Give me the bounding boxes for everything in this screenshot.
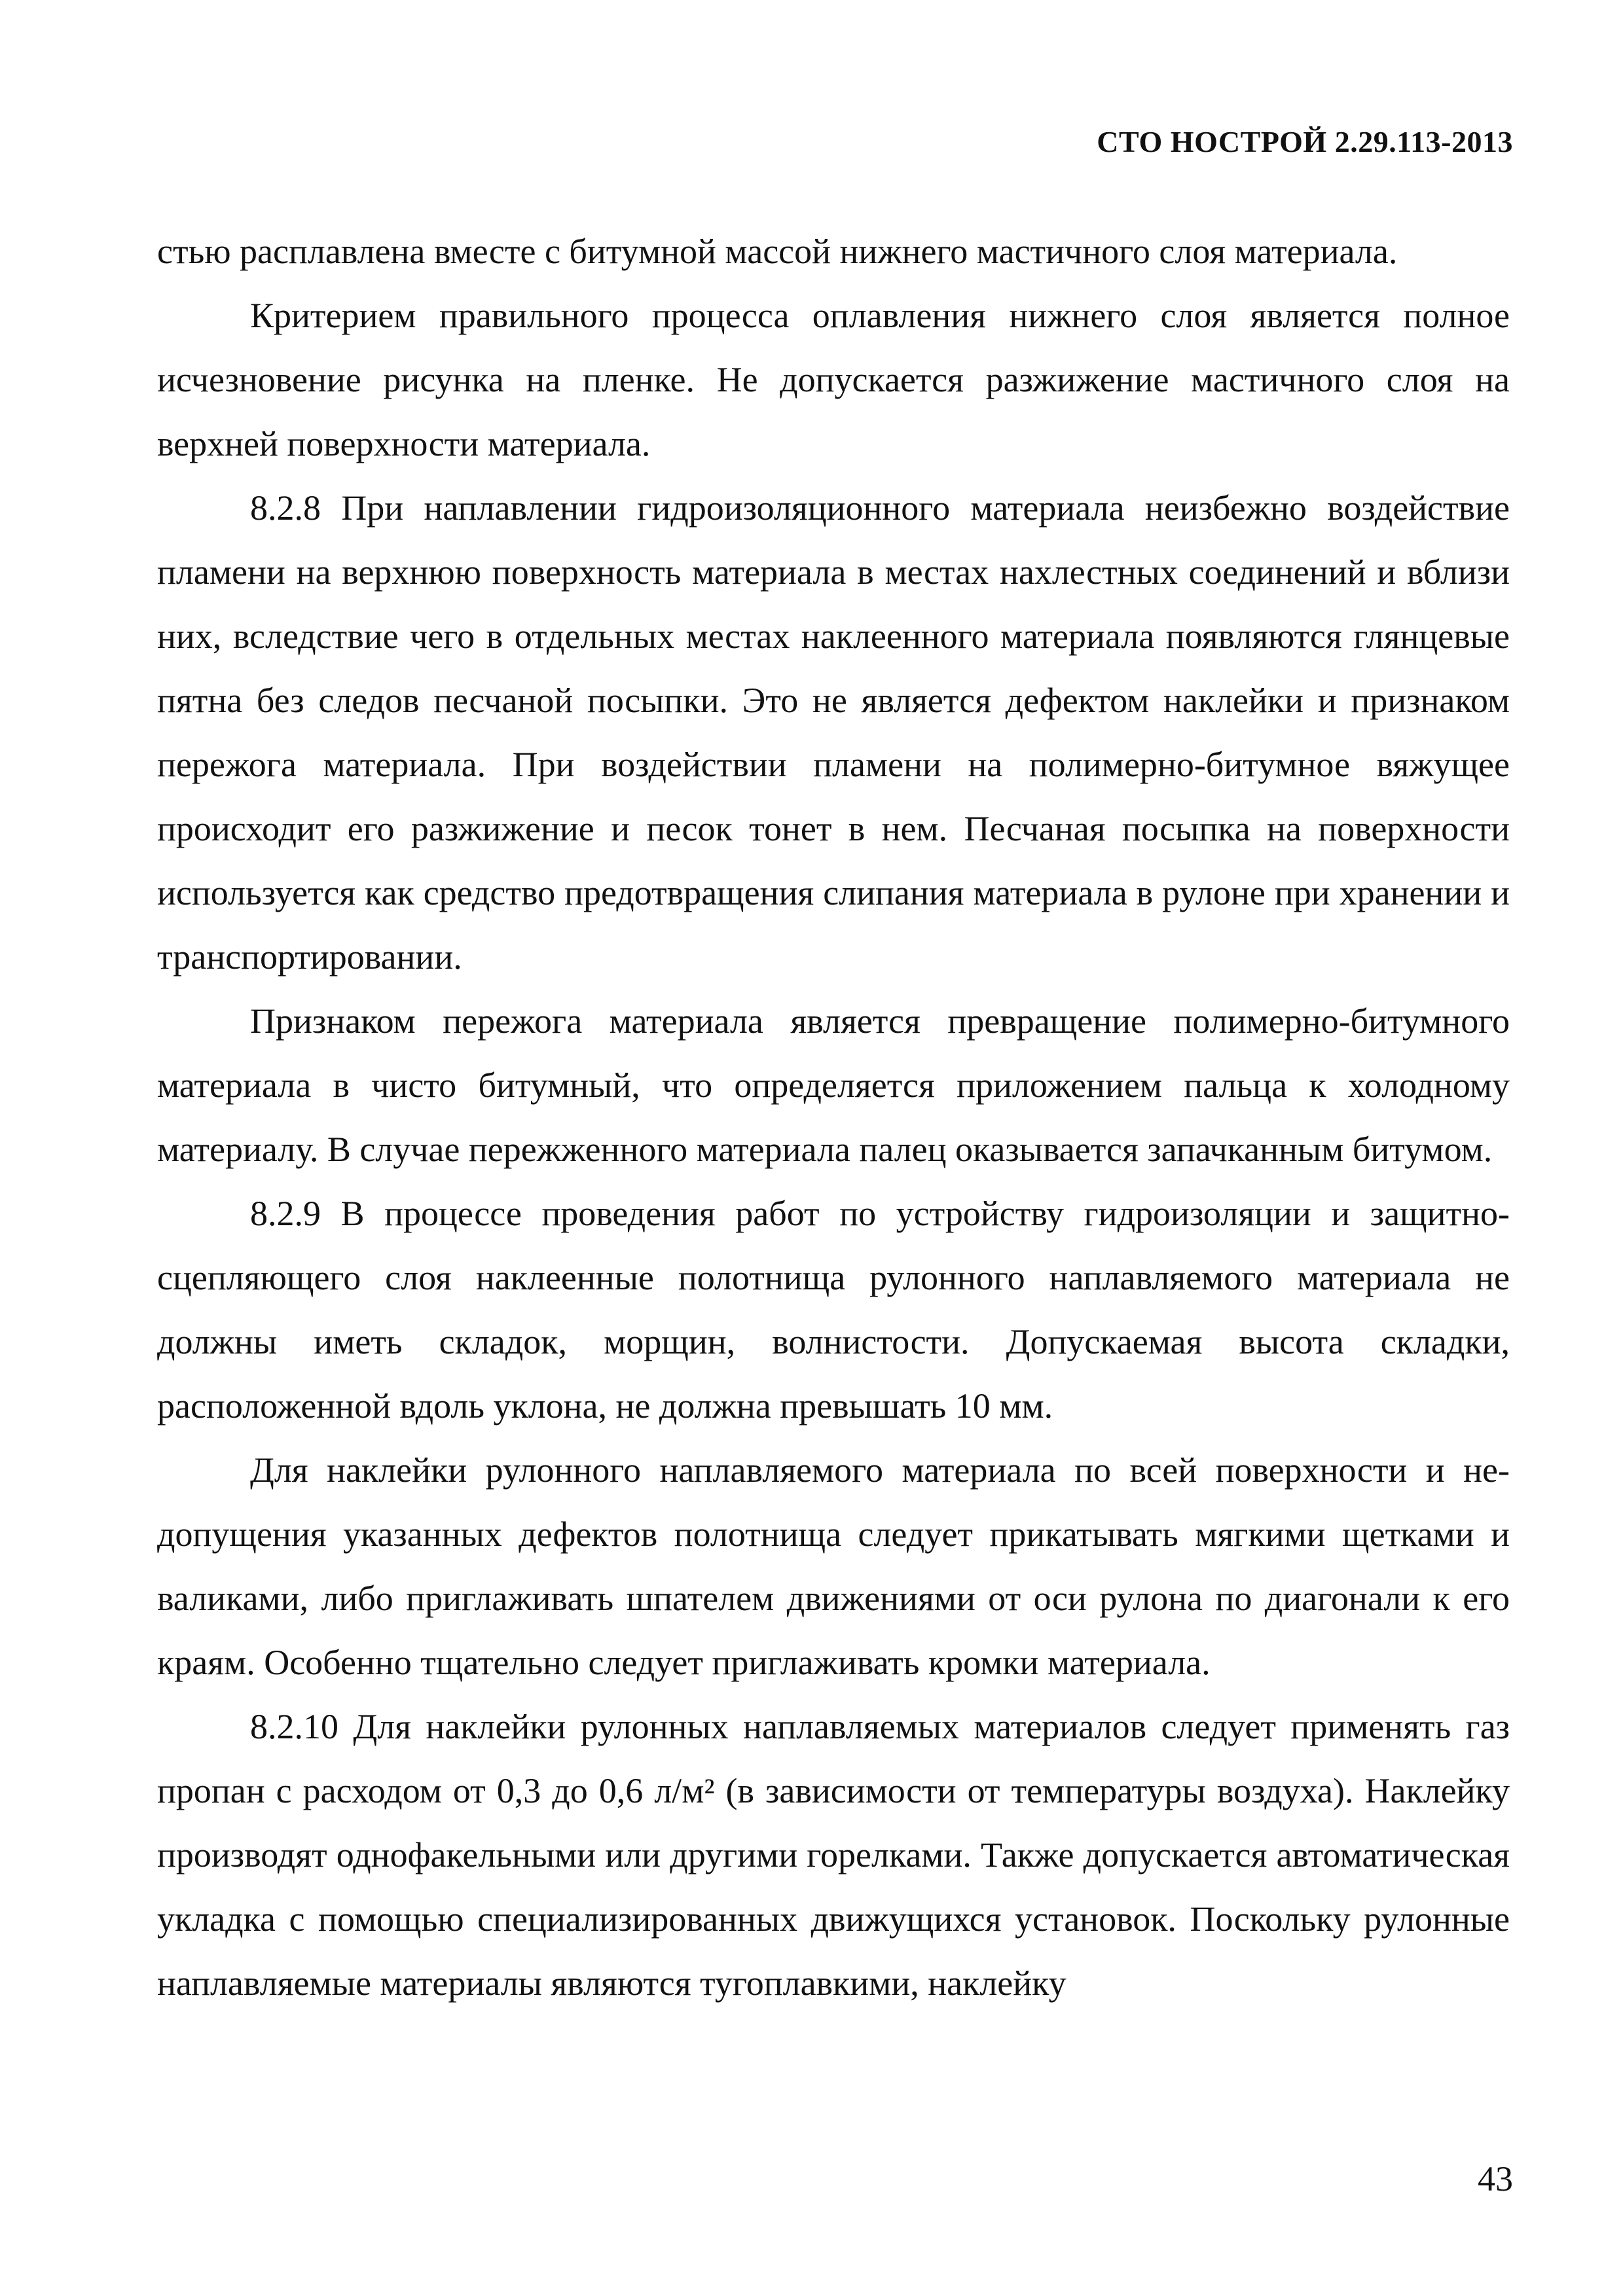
page-number: 43 (1478, 2159, 1513, 2198)
paragraph-continuation: стью расплавлена вместе с битумной массой нижнего мастичного слоя материала. (157, 232, 1398, 271)
paragraph-8-2-10: 8.2.10 Для наклейки рулонных наплавляемых материалов следует применять газ пропан с расходом от 0,3 до 0,6 л/м² (в зависимости от температуры воздуха). Наклейку производят однофакельными или другими горелками. Также допускается автоматическая укладка с помощью специализированных движущихся установок. Поскольку рулонные наплавляемые материалы являются тугоплавкими, наклейку (157, 1707, 1510, 2003)
paragraph-8-2-9: 8.2.9 В процессе проведения работ по устройству гидроизоляции и защитно-сцепляющего слоя наклеенные полотнища рулонного наплавляемого материала не должны иметь складок, морщин, волнистости. Допускаемая высота складки, расположенной вдоль уклона, не должна превышать 10 мм. (157, 1194, 1510, 1426)
paragraph-melting-criterion: Критерием правильного процесса оплавления нижнего слоя является полное исчезновение рисунка на пленке. Не допускается разжижение мастичного слоя на верхней поверхности материала. (157, 296, 1510, 463)
body-text (157, 219, 1510, 2015)
paragraph-8-2-8: 8.2.8 При наплавлении гидроизоляционного материала неизбежно воздействие пламени на верхнюю поверхность материала в местах нахлестных соединений и вблизи них, вследствие чего в отдельных местах наклеенного материала появляются глянцевые пятна без следов песчаной посыпки. Это не является дефектом наклейки и признаком пережога материала. При воздействии пламени на полимерно-битумное вяжущее происходит его разжижение и песок тонет в нем. Песчаная посыпка на поверхности используется как средство предотвращения слипания материала в рулоне при хранении и транспортировании. (157, 488, 1510, 977)
document-code-header: СТО НОСТРОЙ 2.29.113-2013 (1097, 125, 1513, 158)
paragraph-overburn-sign: Признаком пережога материала является превращение полимерно-битумного материала в чисто битумный, что определяется приложением пальца к холодному материалу. В случае пережженного материала палец оказывается запачканным битумом. (157, 1001, 1510, 1169)
paragraph-rolling-instructions: Для наклейки рулонного наплавляемого материала по всей поверхности и недопущения указанных дефектов полотнища следует прикатывать мягкими щетками и валиками, либо приглаживать шпателем движениями от оси рулона по диагонали к его краям. Особенно тщательно следует приглаживать кромки материала. (157, 1450, 1510, 1682)
